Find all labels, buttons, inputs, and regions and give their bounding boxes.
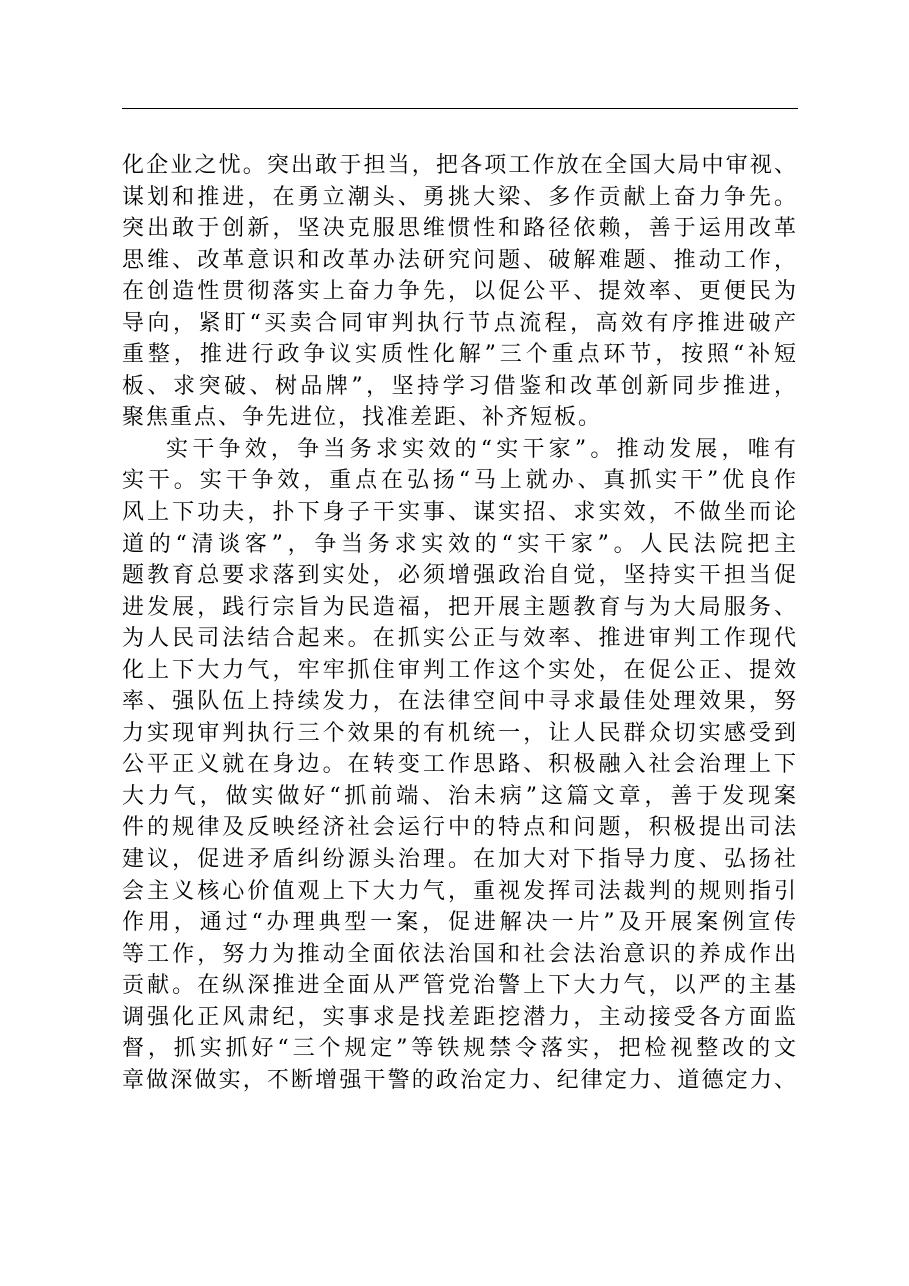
text-line: 会主义核心价值观上下大力气，重视发挥司法裁判的规则指引 bbox=[122, 878, 798, 904]
text-line: 率、强队伍上持续发力，在法律空间中寻求最佳处理效果，努 bbox=[122, 689, 798, 715]
text-line: 建议，促进矛盾纠纷源头治理。在加大对下指导力度、弘扬社 bbox=[122, 847, 798, 873]
text-line: 题教育总要求落到实处，必须增强政治自觉，坚持实干担当促 bbox=[122, 563, 798, 589]
paragraph bbox=[122, 150, 798, 434]
text-line: 思维、改革意识和改革办法研究问题、破解难题、推动工作， bbox=[122, 247, 798, 273]
text-line: 力实现审判执行三个效果的有机统一，让人民群众切实感受到 bbox=[122, 720, 798, 746]
text-line: 为人民司法结合起来。在抓实公正与效率、推进审判工作现代 bbox=[122, 626, 798, 652]
text-line: 突出敢于创新，坚决克服思维惯性和路径依赖，善于运用改革 bbox=[122, 216, 798, 242]
text-line: 大力气，做实做好“抓前端、治未病”这篇文章，善于发现案 bbox=[122, 783, 798, 809]
text-line: 重整，推进行政争议实质性化解”三个重点环节，按照“补短 bbox=[122, 342, 798, 368]
text-line: 板、求突破、树品牌”，坚持学习借鉴和改革创新同步推进， bbox=[122, 373, 798, 399]
text-line: 公平正义就在身边。在转变工作思路、积极融入社会治理上下 bbox=[122, 752, 798, 778]
text-line: 风上下功夫，扑下身子干实事、谋实招、求实效，不做坐而论 bbox=[122, 500, 798, 526]
text-line: 贡献。在纵深推进全面从严管党治警上下大力气，以严的主基 bbox=[122, 973, 798, 999]
paragraph bbox=[122, 434, 798, 1096]
text-line: 导向，紧盯“买卖合同审判执行节点流程，高效有序推进破产 bbox=[122, 310, 798, 336]
header-rule bbox=[122, 108, 798, 109]
text-line: 进发展，践行宗旨为民造福，把开展主题教育与为大局服务、 bbox=[122, 594, 798, 620]
text-line: 实干。实干争效，重点在弘扬“马上就办、真抓实干”优良作 bbox=[122, 468, 798, 494]
body-text bbox=[122, 150, 798, 1096]
text-line: 道的“清谈客”，争当务求实效的“实干家”。人民法院把主 bbox=[122, 531, 798, 557]
text-line: 化上下大力气，牢牢抓住审判工作这个实处，在促公正、提效 bbox=[122, 657, 798, 683]
text-line: 谋划和推进，在勇立潮头、勇挑大梁、多作贡献上奋力争先。 bbox=[122, 184, 798, 210]
text-line: 作用，通过“办理典型一案，促进解决一片”及开展案例宣传 bbox=[122, 910, 798, 936]
text-line: 督，抓实抓好“三个规定”等铁规禁令落实，把检视整改的文 bbox=[122, 1036, 798, 1062]
text-line: 等工作，努力为推动全面依法治国和社会法治意识的养成作出 bbox=[122, 941, 798, 967]
text-line: 调强化正风肃纪，实事求是找差距挖潜力，主动接受各方面监 bbox=[122, 1004, 798, 1030]
text-line: 章做深做实，不断增强干警的政治定力、纪律定力、道德定力、 bbox=[122, 1067, 798, 1093]
text-line: 实干争效，争当务求实效的“实干家”。推动发展，唯有 bbox=[166, 436, 798, 462]
text-line: 聚焦重点、争先进位，找准差距、补齐短板。 bbox=[122, 405, 603, 431]
text-line: 化企业之忧。突出敢于担当，把各项工作放在全国大局中审视、 bbox=[122, 153, 798, 178]
text-line: 在创造性贯彻落实上奋力争先，以促公平、提效率、更便民为 bbox=[122, 279, 798, 305]
text-line: 件的规律及反映经济社会运行中的特点和问题，积极提出司法 bbox=[122, 815, 798, 841]
